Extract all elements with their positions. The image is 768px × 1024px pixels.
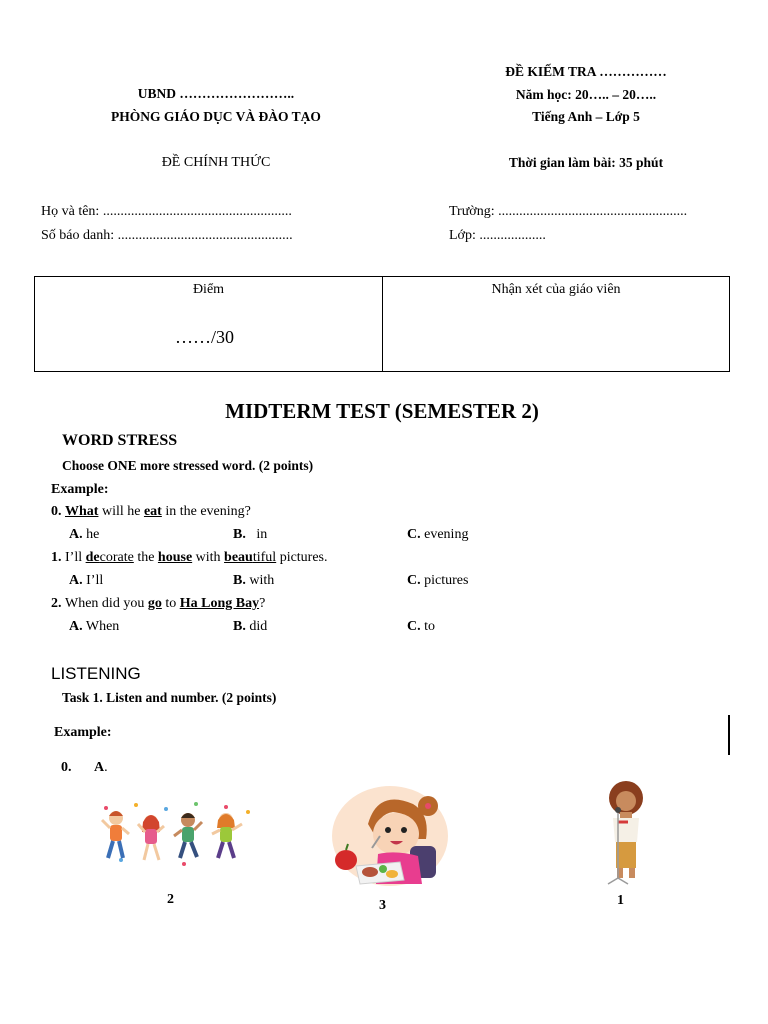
girl-eating-lunch-picture	[318, 784, 452, 890]
header-right-school-year: Năm học: 20….. – 20…..	[515, 87, 657, 102]
stressed-word: eat	[143, 504, 162, 519]
class-field[interactable]: Lớp: ...................	[449, 228, 546, 243]
q1-option-b[interactable]: B. with	[233, 573, 275, 588]
page-margin-bar	[728, 715, 730, 755]
sentence-text: I’ll	[65, 550, 86, 565]
listening-heading: LISTENING	[51, 664, 141, 683]
teacher-comment-header: Nhận xét của giáo viên	[491, 282, 621, 297]
unstressed-syllable: tiful	[252, 550, 277, 565]
picture-number[interactable]: 2	[167, 892, 174, 907]
q1-option-c[interactable]: C. pictures	[407, 573, 469, 588]
stressed-syllable: de	[85, 550, 100, 565]
picture-number[interactable]: 3	[379, 898, 386, 913]
sentence-text: to	[161, 596, 180, 611]
q2-option-a[interactable]: A. When	[69, 619, 120, 634]
header-left-line1: UBND ……………………..	[137, 86, 295, 101]
listening-example-number: 0.	[61, 760, 72, 775]
stressed-word: Ha Long Bay	[179, 596, 260, 611]
score-value[interactable]: ……/30	[175, 327, 235, 347]
sentence-text: the	[133, 550, 158, 565]
stressed-word: house	[157, 550, 193, 565]
official-exam-label: ĐỀ CHÍNH THỨC	[161, 155, 271, 170]
word-stress-instruction: Choose ONE more stressed word. (2 points)	[62, 458, 314, 473]
q2-option-b[interactable]: B. did	[233, 619, 268, 634]
listening-example-label: Example:	[54, 725, 112, 740]
example-label: Example:	[51, 482, 109, 497]
q1-option-a[interactable]: A. I’ll	[69, 573, 104, 588]
header-right-line1: ĐỀ KIẾM TRA ……………	[505, 64, 667, 79]
school-field[interactable]: Trường: ......................................................	[449, 204, 688, 219]
dancing-kids-picture	[96, 800, 256, 870]
stressed-syllable: beau	[224, 550, 253, 565]
picture-number[interactable]: 1	[617, 893, 624, 908]
stressed-word: What	[65, 504, 99, 519]
question-number: 0.	[51, 504, 62, 519]
question-1	[51, 550, 328, 566]
word-stress-heading: WORD STRESS	[62, 432, 178, 449]
sentence-text: pictures.	[276, 550, 328, 565]
q0-option-a[interactable]: A. he	[69, 527, 100, 542]
sentence-text: When did you	[65, 596, 148, 611]
q0-option-b[interactable]: B. in	[233, 527, 268, 542]
stressed-word: go	[147, 596, 162, 611]
test-title: MIDTERM TEST (SEMESTER 2)	[225, 399, 539, 423]
sentence-text: ?	[259, 596, 266, 611]
q0-option-c[interactable]: C. evening	[407, 527, 469, 542]
header-left-line2: PHÒNG GIÁO DỤC VÀ ĐÀO TẠO	[111, 109, 321, 124]
score-table	[34, 276, 730, 372]
question-number: 2.	[51, 596, 62, 611]
question-0	[51, 504, 251, 520]
name-field[interactable]: Họ và tên: ......................................................	[41, 204, 292, 219]
listening-example-answer: A.	[94, 760, 108, 775]
question-number: 1.	[51, 550, 62, 565]
girl-singing-microphone-picture	[596, 778, 656, 886]
unstressed-syllable: corate	[99, 550, 134, 565]
header-right-time: Thời gian làm bài: 35 phút	[508, 155, 664, 170]
header-right-subject: Tiếng Anh – Lớp 5	[532, 109, 640, 124]
q2-option-c[interactable]: C. to	[407, 619, 436, 634]
student-id-field[interactable]: Số báo danh: ..................................................	[41, 228, 293, 243]
question-2	[51, 596, 265, 612]
sentence-text: will he	[98, 504, 144, 519]
sentence-text: with	[192, 550, 225, 565]
listening-task1-instruction: Task 1. Listen and number. (2 points)	[62, 690, 277, 705]
sentence-text: in the evening?	[161, 504, 251, 519]
score-header: Điểm	[192, 282, 225, 297]
